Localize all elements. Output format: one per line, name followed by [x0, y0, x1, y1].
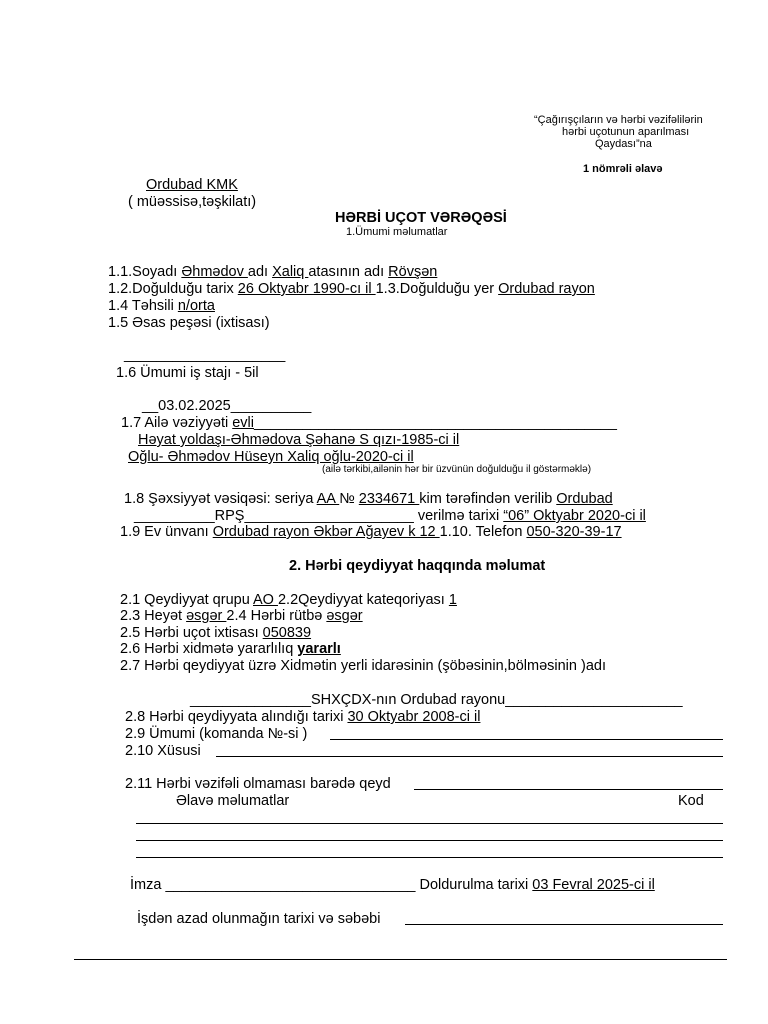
row-1-4: [108, 298, 215, 314]
reg-date-value: 30 Oktyabr 2008-ci il: [347, 709, 481, 725]
header-note-line1: “Çağırışçıların və hərbi vəzifəlilərin: [534, 114, 703, 126]
issue-date-label: verilmə tarixi: [413, 508, 504, 524]
signature-label: İmza: [130, 877, 166, 893]
id-label: 1.8 Şəxsiyyət vəsiqəsi: seriya: [124, 491, 317, 507]
birthplace-label: 1.3.Doğulduğu yer: [375, 281, 499, 297]
reg-date-label: 2.8 Hərbi qeydiyyata alındığı tarixi: [125, 709, 348, 725]
id-number: 2334671: [358, 491, 420, 507]
extra-rule-3: [136, 857, 723, 858]
extra-rule-2: [136, 840, 723, 841]
fitness-label: 2.6 Hərbi xidmətə yararlılıq: [120, 641, 298, 657]
no-duty-label: 2.11 Hərbi vəzifəli olmaması barədə qeyd: [125, 776, 391, 792]
row-2-8: [125, 709, 480, 725]
rank-value: əsgər: [326, 608, 363, 624]
kod-label: Kod: [678, 793, 704, 809]
row-2-5: [120, 625, 311, 641]
row-2-3: [120, 608, 363, 624]
special-label: 2.10 Xüsusi: [125, 743, 201, 759]
office-tail: ________________: [553, 692, 683, 708]
family-status: evli: [232, 415, 254, 431]
profession-label: 1.5 Əsas peşəsi (ixtisası): [108, 315, 270, 331]
row-office: [190, 692, 683, 708]
row-1-1: [108, 264, 437, 280]
category-label: 2.2Qeydiyyat kateqoriyası: [277, 592, 449, 608]
phone-value: 050-320-39-17: [526, 524, 622, 540]
issued-by-label: kim tərəfindən verilib: [419, 491, 557, 507]
org-name: Ordubad KMK: [146, 177, 238, 193]
row-1-7: [121, 415, 617, 431]
specialty-label: 2.5 Hərbi uçot ixtisası: [120, 625, 263, 641]
date-entry: __03.02.2025__________: [142, 398, 312, 414]
father-value: Rövşən: [388, 264, 438, 280]
extra-rule-1: [136, 823, 723, 824]
issue-date-value: “06” Oktyabr 2020-ci il: [503, 508, 646, 524]
surname-label: 1.1.Soyadı: [108, 264, 182, 280]
son-line: Oğlu- Əhmədov Hüseyn Xaliq oğlu-2020-ci il: [128, 449, 414, 465]
birth-date-label: 1.2.Doğulduğu tarix: [108, 281, 238, 297]
general-rule: [330, 739, 723, 740]
address-value: Ordubad rayon Əkbər Ağayev k 12: [212, 524, 440, 540]
profession-blank: ____________________: [124, 347, 286, 363]
dismiss-rule: [405, 924, 723, 925]
family-tail: _____________________________________________: [254, 415, 617, 431]
family-note: (ailə tərkibi,ailənin hər bir üzvünün doğulduğu il göstərməklə): [322, 464, 592, 475]
birthplace-value: Ordubad rayon: [498, 281, 595, 297]
group-value: AO: [253, 592, 278, 608]
group-label: 2.1 Qeydiyyat qrupu: [120, 592, 253, 608]
father-label: atasının adı: [308, 264, 389, 280]
name-value: Xaliq: [272, 264, 309, 280]
issued-by-value: Ordubad: [556, 491, 613, 507]
phone-label: 1.10. Telefon: [439, 524, 527, 540]
family-label: 1.7 Ailə vəziyyəti: [121, 415, 233, 431]
staff-value: əsgər: [186, 608, 227, 624]
header-note-line3: Qaydası”na: [595, 138, 652, 150]
issued-by-cont: __________RPŞ_____________________: [134, 508, 414, 524]
fitness-value: yararlı: [297, 641, 341, 657]
category-value: 1: [448, 592, 457, 608]
row-1-8-cont: [134, 508, 646, 524]
no-duty-rule: [414, 789, 723, 790]
general-label: 2.9 Ümumi (komanda №-si ): [125, 726, 308, 742]
surname-value: Əhmədov: [181, 264, 248, 280]
extra-label: Əlavə məlumatlar: [176, 793, 290, 809]
address-label: 1.9 Ev ünvanı: [120, 524, 213, 540]
office-label: 2.7 Hərbi qeydiyyat üzrə Xidmətin yerli idarəsinin (şöbəsinin,bölməsinin )adı: [120, 658, 606, 674]
signature-blank: _______________________________: [165, 877, 416, 893]
bottom-rule: [74, 959, 727, 960]
fill-date-label: Doldurulma tarixi: [415, 877, 533, 893]
fill-date-value: 03 Fevral 2025-ci il: [532, 877, 655, 893]
spouse-line: Həyat yoldaşı-Əhmədova Şəhanə S qızı-1985-ci il: [138, 432, 460, 448]
staff-label: 2.3 Heyət: [120, 608, 187, 624]
row-1-8: [124, 491, 613, 507]
birth-date-value: 26 Oktyabr 1990-cı il: [237, 281, 376, 297]
appendix-label: 1 nömrəli əlavə: [583, 163, 663, 175]
rank-label: 2.4 Hərbi rütbə: [226, 608, 327, 624]
section1-title: 1.Ümumi məlumatlar: [346, 226, 448, 238]
header-note-line2: hərbi uçotunun aparılması: [562, 126, 690, 138]
education-label: 1.4 Təhsili: [108, 298, 178, 314]
org-caption: ( müəssisə,təşkilatı): [128, 194, 257, 210]
row-1-2: [108, 281, 595, 297]
office-value: _______________SHXÇDX-nın Ordubad rayonu______: [190, 692, 554, 708]
row-signature: [130, 877, 655, 893]
row-2-1: [120, 592, 457, 608]
education-value: n/orta: [177, 298, 215, 314]
row-1-9: [120, 524, 622, 540]
name-label: adı: [247, 264, 273, 280]
id-no-label: №: [339, 491, 359, 507]
special-rule: [216, 756, 723, 757]
section2-title: 2. Hərbi qeydiyyat haqqında məlumat: [289, 558, 546, 574]
specialty-value: 050839: [262, 625, 312, 641]
row-2-6: [120, 641, 341, 657]
dismiss-label: İşdən azad olunmağın tarixi və səbəbi: [137, 911, 381, 927]
experience-label: 1.6 Ümumi iş stajı - 5il: [116, 365, 259, 381]
id-series: AA: [316, 491, 340, 507]
document-title: HƏRBİ UÇOT VƏRƏQƏSİ: [335, 210, 507, 226]
